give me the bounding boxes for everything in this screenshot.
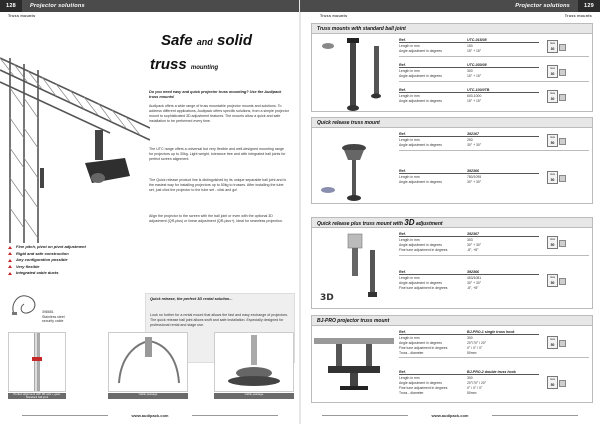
spec-ref-row: Ref. 392366 [399, 168, 539, 174]
product-image-area [314, 230, 394, 308]
spec-row: Fine tune adjustment in degrees 0° / 0° / 0° [399, 346, 483, 350]
callout-text: Look no further for a rental mount that allows the fast and easy exchange of projectors. The quick release ball joint allows swift and safe installation. Especially designed for professional rental and stage use. [150, 313, 289, 327]
bullet-triangle-icon [8, 265, 12, 268]
left-footer-url: www.audipack.com [0, 413, 300, 418]
feature-item: Very flexible [8, 264, 86, 271]
max-load-badge: max 50 [547, 236, 558, 249]
spec-row: Angle adjustment in degrees 15° + 15° [399, 74, 482, 78]
thumb-caption: Perfect alignment with 3D-axis + gear, Standard ball joint [8, 393, 66, 399]
spec-divider [399, 255, 589, 256]
cable-passage-image [215, 333, 293, 391]
product-spec [399, 269, 589, 293]
spec-row: Truss - diameter 50mm [399, 351, 477, 355]
weight-icon [559, 278, 566, 285]
feature-item: Any configuration possible [8, 257, 86, 264]
left-page-number: 128 [0, 0, 22, 12]
spec-ref-row: Ref. 392367 [399, 231, 539, 237]
product-image-area [314, 328, 394, 402]
spec-divider [399, 81, 589, 82]
weight-icon [559, 380, 566, 387]
headline-line1: Safe and solid [160, 32, 252, 49]
spec-row: Length in mm 300 [399, 69, 473, 73]
spec-row: Angle adjustment in degrees 30° + 30° [399, 143, 482, 147]
max-load-badge: max 30 [547, 90, 558, 103]
spec-ref-row: Ref. UTC-015/08 [399, 37, 539, 43]
spec-ref-row: Ref. UTC-100/0TB [399, 87, 539, 93]
product-spec [399, 37, 589, 57]
weight-icon [559, 175, 566, 182]
spec-row: Length in mm 600-1000 [399, 94, 482, 98]
callout-title: Quick release, the perfect 3D rental solution... [150, 297, 233, 301]
spec-row: Length in mm 300 [399, 376, 473, 380]
quick-release-mount-image [314, 130, 394, 203]
spec-row: Length in mm 150 [399, 44, 473, 48]
spec-row: Fine tune adjustment in degrees -8°, +8° [399, 286, 479, 290]
product-spec [399, 231, 589, 255]
weight-icon [559, 69, 566, 76]
product-spec [399, 131, 589, 151]
svg-text:3D: 3D [320, 293, 334, 303]
feature-item: Rigid and safe construction [8, 251, 86, 258]
spec-row: Angle adjustment in degrees 15° + 15° [399, 99, 482, 103]
feature-item: Fine pitch, pivot on pivot adjustment [8, 244, 86, 251]
cable-passage-image [109, 333, 187, 391]
max-load-badge: max 50 [547, 336, 558, 349]
spec-ref-row: Ref. 392366 [399, 269, 539, 275]
block-title: BJ-PRO projector truss mount [312, 316, 592, 326]
weight-icon [559, 138, 566, 145]
spec-ref-row: Ref. UTC-030/08 [399, 62, 539, 68]
product-spec [399, 87, 589, 107]
spec-row: Fine tune adjustment in degrees -8°, +8° [399, 248, 479, 252]
max-load-badge: max 50 [547, 171, 558, 184]
spec-divider [399, 150, 589, 151]
spec-row: Length in mm 453/1081 [399, 276, 482, 280]
block-title: Quick release plus truss mount with 3D adjustment [312, 218, 592, 228]
spec-divider [399, 357, 589, 358]
alignment-image [9, 333, 65, 391]
security-cable-image [8, 290, 44, 320]
spec-row: Angle adjustment in degrees 30° + 30° [399, 180, 482, 184]
thumb-alignment [8, 332, 66, 392]
bullet-triangle-icon [8, 259, 12, 262]
weight-icon [559, 94, 566, 101]
right-header-bar [300, 0, 600, 12]
product-spec [399, 168, 589, 188]
bullet-triangle-icon [8, 246, 12, 249]
spec-ref-row: Ref. BJ-PRO-1 single truss hook [399, 329, 539, 335]
right-subheader-left: Truss mounts [320, 14, 348, 18]
body-paragraph-4: Align the projector to the screen with the ball joint or even with the optional 3D adjustment (QR-plus) or linear adjustment (QR-plus+), ideal for seamless projection. [149, 214, 283, 223]
left-subheader: Truss mounts [8, 14, 36, 18]
spec-row: Angle adjustment in degrees 15° + 15° [399, 49, 482, 53]
feature-list [8, 244, 86, 277]
block-title: Truss mounts with standard ball joint [312, 24, 592, 34]
intro-question: Do you need easy and quick projector truss mounting? Use the Audipack truss mounts! [149, 90, 282, 99]
thumb-cable-passage-2 [214, 332, 294, 392]
product-block-standard-ball-joint [311, 23, 593, 112]
left-header-bar [0, 0, 300, 12]
spec-row: Angle adjustment in degrees 20°/70° / 20° [399, 341, 487, 345]
max-load-badge: max 50 [547, 376, 558, 389]
headline-line2: truss mounting [150, 56, 219, 73]
product-block-quick-release-plus [311, 217, 593, 309]
left-header-title: Projector solutions [30, 3, 85, 9]
thumb-cable-passage-1 [108, 332, 188, 392]
product-block-bj-pro [311, 315, 593, 403]
right-subheader-right: Truss mounts [564, 14, 592, 18]
truss-photo [0, 18, 150, 243]
truss-mount-image [314, 36, 394, 111]
product-image-area [314, 130, 394, 203]
thumb-caption: Cable passage [214, 393, 294, 399]
spec-row: Length in mm 303 [399, 238, 473, 242]
weight-icon [559, 340, 566, 347]
spec-row: Fine tune adjustment in degrees 0° / 0° / 0° [399, 386, 483, 390]
spec-ref-row: Ref. BJ-PRO-2 double truss hook [399, 369, 539, 375]
spec-row: Length in mm 250 [399, 138, 473, 142]
right-page [300, 0, 600, 424]
spec-row: Angle adjustment in degrees 20°/70° / 20° [399, 381, 487, 385]
weight-icon [559, 240, 566, 247]
max-load-badge: max 30 [547, 40, 558, 53]
bullet-triangle-icon [8, 252, 12, 255]
spec-row: Length in mm 300 [399, 336, 473, 340]
right-header-title: Projector solutions [515, 3, 570, 9]
thumb-caption: Cable passage [108, 393, 188, 399]
product-spec [399, 329, 589, 357]
bullet-triangle-icon [8, 272, 12, 275]
security-cable-caption: 398681 Stainless steel security cable [42, 310, 65, 323]
max-load-badge: max 50 [547, 134, 558, 147]
feature-item: Integrated cable ducts [8, 270, 86, 277]
right-footer-url: www.audipack.com [300, 413, 600, 418]
body-paragraph-2: The UTC range offers a universal but very flexible and well-designed mounting range for projectors up to 30kg. Light weight, tolerance free and with integrated ball joints for perfect screen alignment. [149, 147, 286, 161]
spec-row: Angle adjustment in degrees 30° + 30° [399, 281, 482, 285]
spec-row: Angle adjustment in degrees 30° + 30° [399, 243, 482, 247]
max-load-badge: max 30 [547, 65, 558, 78]
product-block-quick-release [311, 117, 593, 204]
bj-pro-mount-image [314, 328, 394, 402]
spec-divider [399, 56, 589, 57]
spec-ref-row: Ref. 392167 [399, 131, 539, 137]
spec-row: Truss - diameter 50mm [399, 391, 477, 395]
body-paragraph-1: Audipack offers a wide range of truss mountable projector mounts and solutions. To address different applications, Audipack offers specific solutions, from a simple projector mount to sophisticated 3D adjustment features. The mounts allow a quick and safe installation to be performed every time. [149, 104, 289, 123]
right-page-number: 129 [578, 0, 600, 12]
spec-row: Length in mm 780/1095 [399, 175, 482, 179]
product-spec [399, 62, 589, 82]
product-image-area [314, 36, 394, 111]
block-title: Quick release truss mount [312, 118, 592, 128]
qr-plus-mount-image [314, 230, 394, 308]
product-spec [399, 369, 589, 397]
body-paragraph-3: The Quick release product line is distinguished by its unique separable ball joint and is the easiest way for installing projectors up to 50kg to trusses. After installing the tube set, just click the projector to the tube set - click and go! [149, 178, 287, 192]
weight-icon [559, 44, 566, 51]
max-load-badge: max 50 [547, 274, 558, 287]
